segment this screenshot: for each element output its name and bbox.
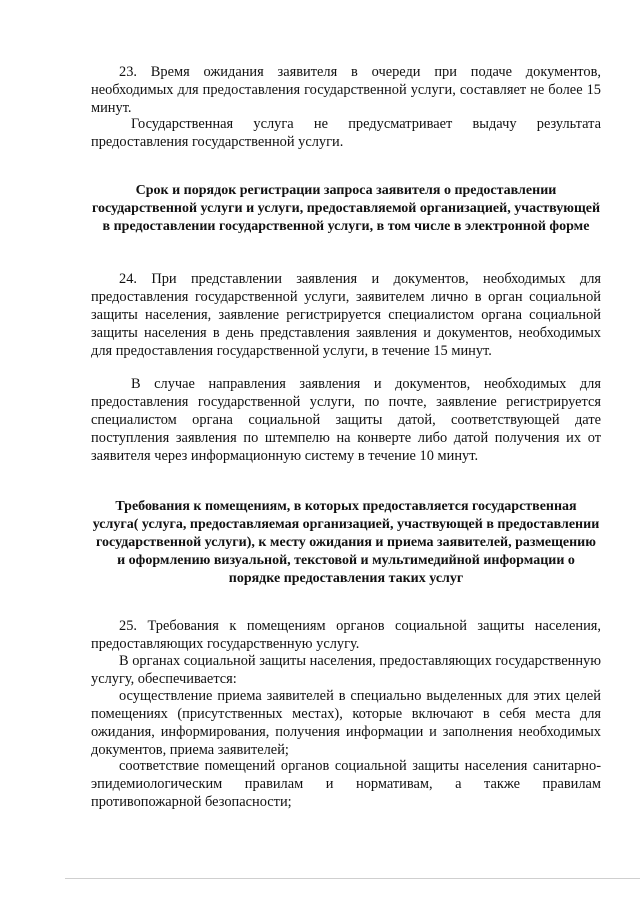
paragraph-25-provision: В органах социальной защиты населения, предоставляющих государственную услугу, обеспечивается: <box>91 653 601 687</box>
section-heading-registration: Срок и порядок регистрации запроса заявителя о предоставлении государственной услуги и услуги, предоставляемой организацией, участвующей в предоставлении государственной услуги, в том числе в электронной форме <box>91 183 601 234</box>
paragraph-23: 23. Время ожидания заявителя в очереди при подаче документов, необходимых для предоставления государственной услуги, составляет не более 15 минут. <box>91 64 601 116</box>
scan-edge-line <box>65 878 640 879</box>
paragraph-25: 25. Требования к помещениям органов социальной защиты населения, предоставляющих государственную услугу. <box>91 618 601 652</box>
section-heading-premises: Требования к помещениям, в которых предоставляется государственная услуга( услуга, предоставляемая организацией, участвующей в предоставлении государственной услуги), к месту ожидания и приема заявителей, размещению и оформлению визуальной, текстовой и мультимедийной информации о порядке предоставления таких услуг <box>92 499 600 586</box>
paragraph-24-mail: В случае направления заявления и документов, необходимых для предоставления государственной услуги, по почте, заявление регистрируется специалистом органа социальной защиты датой, соответствующей дате поступления заявления по штемпелю на конверте либо датой получения их от заявителя через информационную систему в течение 10 минут. <box>91 376 601 464</box>
paragraph-25-reception: осуществление приема заявителей в специально выделенных для этих целей помещениях (присутственных местах), которые включают в себя места для ожидания, информирования, получения информации и заполнения необходимых документов, приема заявителей; <box>91 688 601 758</box>
paragraph-24: 24. При представлении заявления и документов, необходимых для предоставления государственной услуги, заявителем лично в орган социальной защиты населения, заявление регистрируется специалистом органа социальной защиты населения в день представления заявления и документов, необходимых для предоставления государственной услуги, в течение 15 минут. <box>91 271 601 359</box>
paragraph-25-compliance: соответствие помещений органов социальной защиты населения санитарно-эпидемиологическим правилам и нормативам, а также правилам противопожарной безопасности; <box>91 758 601 810</box>
paragraph-23-result: Государственная услуга не предусматривает выдачу результата предоставления государственной услуги. <box>91 116 601 150</box>
